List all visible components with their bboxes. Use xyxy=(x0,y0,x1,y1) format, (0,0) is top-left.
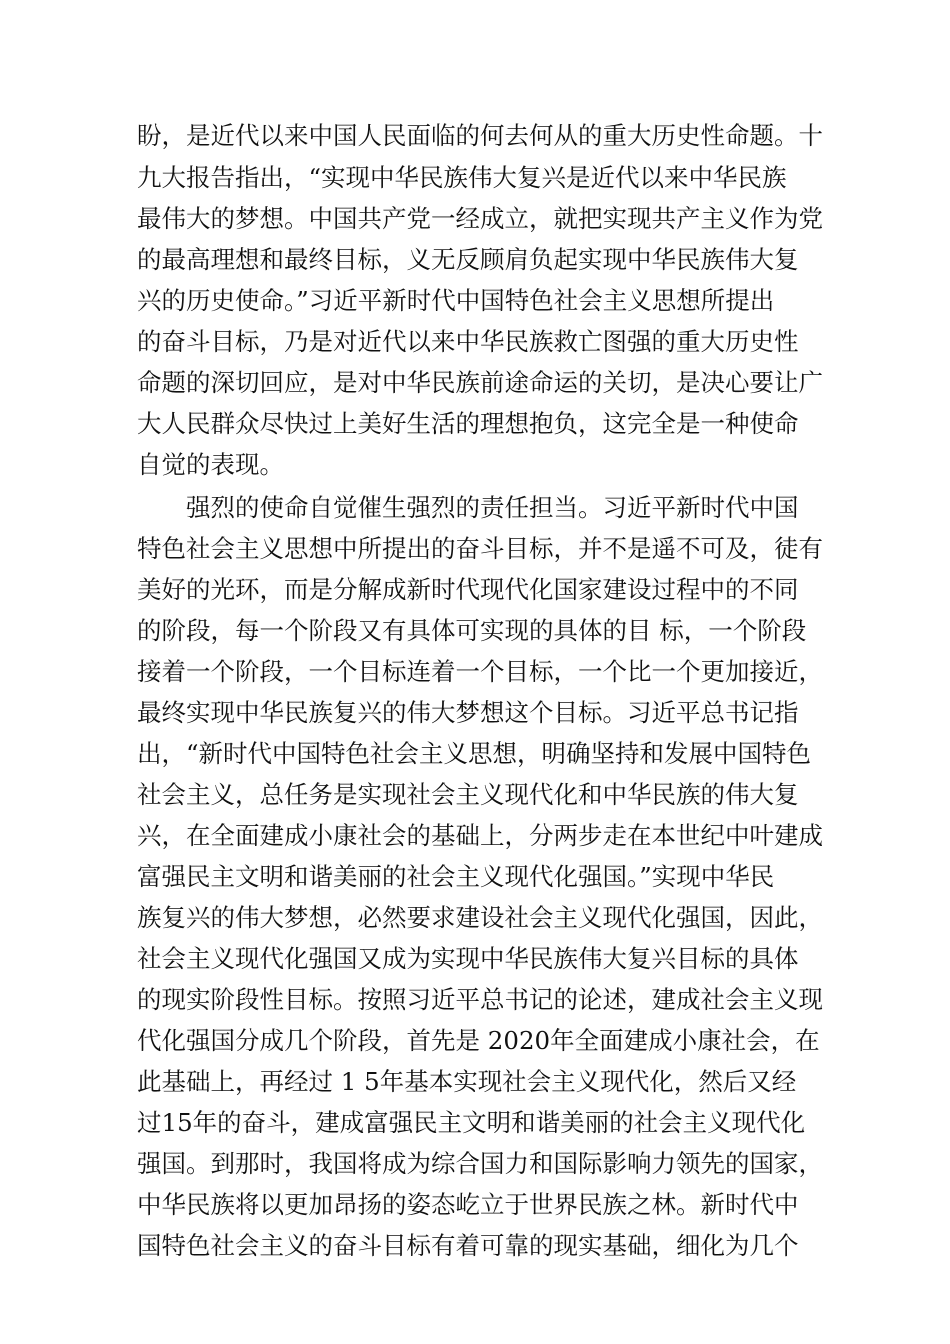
text-line: 最终实现中华民族复兴的伟大梦想这个目标。习近平总书记指 xyxy=(137,698,799,727)
text-line: 美好的光环，而是分解成新时代现代化国家建设过程中的不同 xyxy=(137,575,799,604)
text-line: 最伟大的梦想。中国共产党一经成立，就把实现共产主义作为党 xyxy=(137,204,823,233)
text-line: 大人民群众尽快过上美好生活的理想抱负，这完全是一种使命 xyxy=(137,409,799,438)
text-line: 九大报告指出，“实现中华民族伟大复兴是近代以来中华民族 xyxy=(137,163,787,192)
text-line: 的现实阶段性目标。按照习近平总书记的论述，建成社会主义现 xyxy=(137,985,823,1014)
text-line: 国特色社会主义的奋斗目标有着可靠的现实基础，细化为几个 xyxy=(137,1231,799,1260)
text-line: 出，“新时代中国特色社会主义思想，明确坚持和发展中国特色 xyxy=(137,739,812,768)
text-line: 代化强国分成几个阶段，首先是 2020年全面建成小康社会，在 xyxy=(137,1026,820,1055)
text-line: 盼，是近代以来中国人民面临的何去何从的重大历史性命题。十 xyxy=(137,121,823,150)
text-line: 兴的历史使命。”习近平新时代中国特色社会主义思想所提出 xyxy=(137,286,775,315)
text-line: 的奋斗目标，乃是对近代以来中华民族救亡图强的重大历史性 xyxy=(137,327,799,356)
text-line: 社会主义，总任务是实现社会主义现代化和中华民族的伟大复 xyxy=(137,780,799,809)
text-line: 兴，在全面建成小康社会的基础上，分两步走在本世纪中叶建成 xyxy=(137,821,823,850)
text-line: 自觉的表现。 xyxy=(137,450,284,479)
text-line: 命题的深切回应，是对中华民族前途命运的关切，是决心要让广 xyxy=(137,368,823,397)
text-line: 强国。到那时，我国将成为综合国力和国际影响力领先的国家， xyxy=(137,1149,823,1178)
paragraph-first-line: 强烈的使命自觉催生强烈的责任担当。习近平新时代中国 xyxy=(186,493,799,522)
text-line: 中华民族将以更加昂扬的姿态屹立于世界民族之林。新时代中 xyxy=(137,1190,799,1219)
text-line: 社会主义现代化强国又成为实现中华民族伟大复兴目标的具体 xyxy=(137,944,799,973)
text-line: 的最高理想和最终目标，义无反顾肩负起实现中华民族伟大复 xyxy=(137,245,799,274)
text-line: 的阶段，每一个阶段又有具体可实现的具体的目 标，一个阶段 xyxy=(137,616,807,645)
text-line: 族复兴的伟大梦想，必然要求建设社会主义现代化强国，因此， xyxy=(137,903,823,932)
text-line: 特色社会主义思想中所提出的奋斗目标，并不是遥不可及，徒有 xyxy=(137,534,823,563)
text-line: 过15年的奋斗，建成富强民主文明和谐美丽的社会主义现代化 xyxy=(137,1108,806,1137)
text-line: 富强民主文明和谐美丽的社会主义现代化强国。”实现中华民 xyxy=(137,862,775,891)
text-line: 接着一个阶段，一个目标连着一个目标，一个比一个更加接近， xyxy=(137,657,823,686)
text-line: 此基础上，再经过 1 5年基本实现社会主义现代化，然后又经 xyxy=(137,1067,797,1096)
